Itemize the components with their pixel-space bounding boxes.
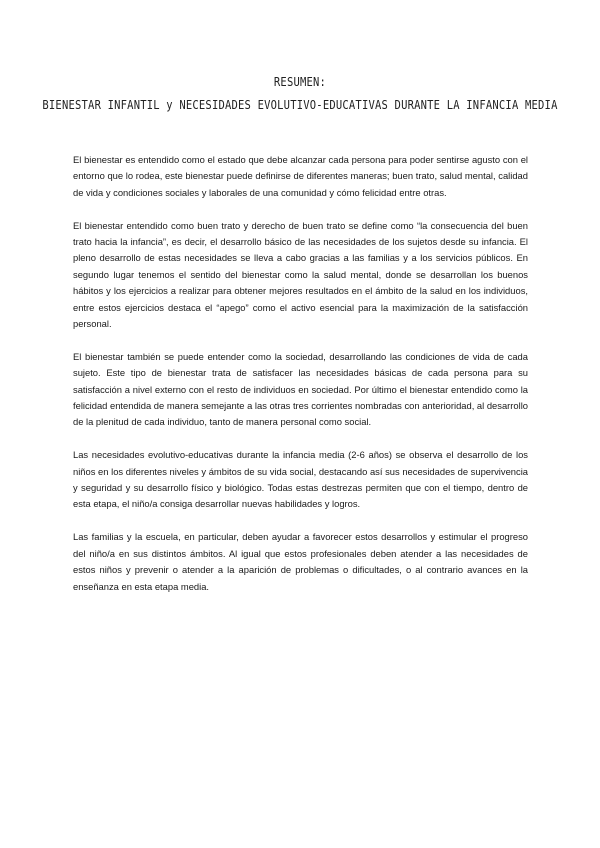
- document-title: [0, 71, 600, 117]
- paragraph-3: El bienestar también se puede entender como la sociedad, desarrollando las condiciones de vida de cada sujeto. Este tipo de bienestar trata de satisfacer las necesidades básicas de cada persona para su satisfacción a nivel externo con el resto de individuos en sociedad. Por último el bienestar entendido como la felicidad entendida de manera semejante a las otras tres corrientes nombradas con anterioridad, al desarrollo de la plenitud de cada individuo, tanto de manera personal como social.: [73, 350, 528, 428]
- paragraph-2: El bienestar entendido como buen trato y derecho de buen trato se define como “la consecuencia del buen trato hacia la infancia”, es decir, el desarrollo básico de las necesidades de los sujetos desde su infancia. El pleno desarrollo de estas necesidades se lleva a cabo gracias a las familias y a los servicios públicos. En segundo lugar tenemos el sentido del bienestar como la salud mental, donde se desarrollan los buenos hábitos y los ejercicios a realizar para obtener mejores resultados en el ámbito de la salud en los individuos, entre estos ejercicios destaca el “apego” como el activo esencial para la maximización de la satisfacción personal.: [73, 219, 528, 330]
- document-body: [73, 152, 528, 611]
- paragraph-1: El bienestar es entendido como el estado que debe alcanzar cada persona para poder sentirse agusto con el entorno que lo rodea, este bienestar puede definirse de diferentes maneras; buen trato, salud mental, calidad de vida y condiciones sociales y laborales de una comunidad y cómo felicidad entre otras.: [73, 154, 528, 198]
- title-line-resumen: RESUMEN:: [273, 75, 327, 90]
- paragraph-4: Las necesidades evolutivo-educativas durante la infancia media (2-6 años) se observa el desarrollo de los niños en los diferentes niveles y ámbitos de su vida social, destacando así sus necesidades de supervivencia y seguridad y su desarrollo físico y biológico. Todas estas destrezas permiten que con el tiempo, dentro de esta etapa, el niño/a consiga desarrollar nuevas habilidades y logros.: [73, 449, 528, 510]
- paragraph-5: Las familias y la escuela, en particular, deben ayudar a favorecer estos desarrollos y estimular el progreso del niño/a en sus distintos ámbitos. Al igual que estos profesionales deben atender a las necesidades de estos niños y prevenir o atender a la aparición de problemas o dificultades, o al contrario avances en la enseñanza en esta etapa media.: [73, 531, 528, 592]
- title-line-subject: BIENESTAR INFANTIL y NECESIDADES EVOLUTIVO-EDUCATIVAS DURANTE LA INFANCIA MEDIA: [42, 98, 558, 113]
